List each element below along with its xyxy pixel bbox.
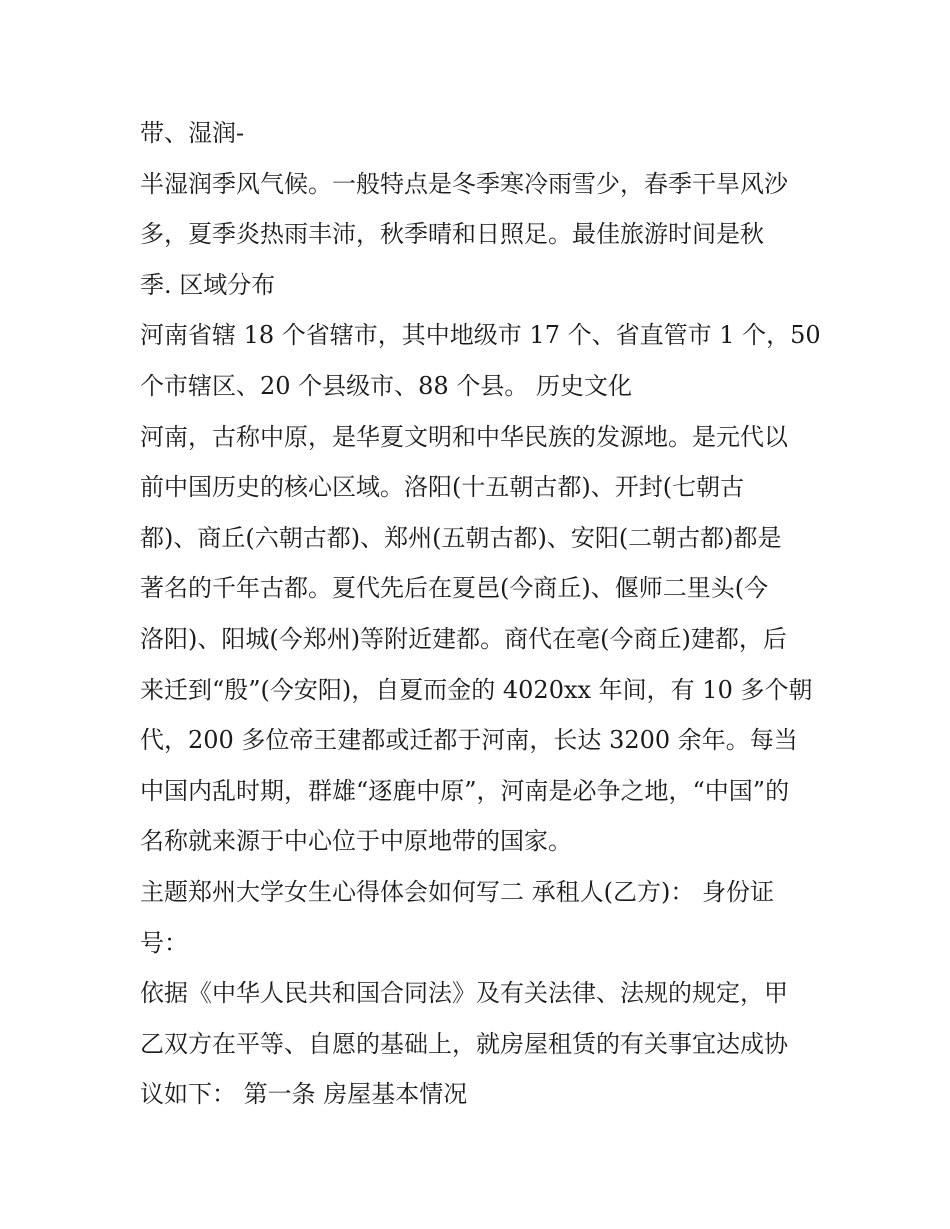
text-line: 著名的千年古都。夏代先后在夏邑(今商丘)、偃师二里头(今 bbox=[140, 574, 769, 603]
text-line: 个市辖区、20 个县级市、88 个县。 历史文化 bbox=[140, 371, 632, 400]
text-line: 带、湿润- bbox=[140, 119, 245, 147]
text-line: 乙双方在平等、自愿的基础上，就房屋租赁的有关事宜达成协 bbox=[140, 1029, 788, 1058]
text-line: 都)、商丘(六朝古都)、郑州(五朝古都)、安阳(二朝古都)都是 bbox=[140, 523, 782, 552]
text-line: 前中国历史的核心区域。洛阳(十五朝古都)、开封(七朝古 bbox=[140, 473, 745, 502]
text-line: 洛阳)、阳城(今郑州)等附近建都。商代在亳(今商丘)建都，后 bbox=[140, 624, 787, 653]
text-line: 议如下： 第一条 房屋基本情况 bbox=[140, 1080, 468, 1109]
text-line: 多，夏季炎热雨丰沛，秋季晴和日照足。最佳旅游时间是秋 bbox=[140, 220, 764, 249]
text-line: 名称就来源于中心位于中原地带的国家。 bbox=[140, 827, 572, 856]
text-line: 依据《中华人民共和国合同法》及有关法律、法规的规定，甲 bbox=[140, 979, 788, 1008]
text-line: 中国内乱时期，群雄“逐鹿中原”，河南是必争之地，“中国”的 bbox=[140, 776, 790, 805]
text-line: 河南省辖 18 个省辖市，其中地级市 17 个、省直管市 1 个，50 bbox=[140, 321, 821, 350]
text-line: 河南，古称中原，是华夏文明和中华民族的发源地。是元代以 bbox=[140, 422, 788, 451]
text-line: 季. 区域分布 bbox=[140, 270, 276, 299]
text-line: 主题郑州大学女生心得体会如何写二 承租人(乙方)： 身份证 bbox=[140, 877, 774, 906]
text-line: 代，200 多位帝王建都或迁都于河南，长达 3200 余年。每当 bbox=[140, 726, 798, 755]
text-line: 来迁到“殷”(今安阳)，自夏而金的 4020xx 年间，有 10 多个朝 bbox=[140, 675, 813, 704]
text-line: 号： bbox=[140, 928, 188, 957]
text-line: 半湿润季风气候。一般特点是冬季寒冷雨雪少，春季干旱风沙 bbox=[140, 169, 788, 198]
document-text bbox=[140, 108, 820, 1120]
